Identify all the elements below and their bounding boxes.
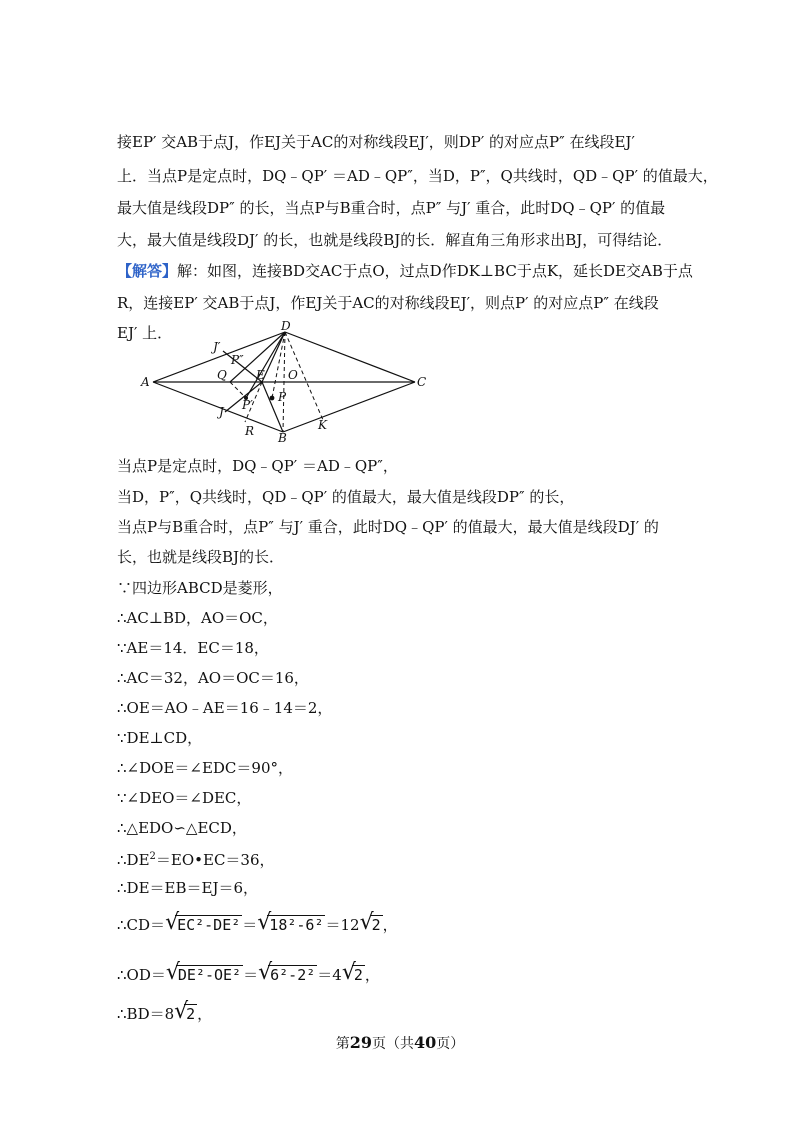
paragraph-line: 接EP′ 交AB于点J，作EJ关于AC的对称线段EJ′，则DP′ 的对应点P″ 在线段EJ′ bbox=[117, 133, 635, 151]
paragraph-line: 大，最大值是线段DJ′ 的长，也就是线段BJ的长．解直角三角形求出BJ，可得结论． bbox=[117, 231, 673, 249]
paragraph-line: R，连接EP′ 交AB于点J，作EJ关于AC的对称线段EJ′，则点P′ 的对应点P″ 在线段 bbox=[117, 294, 659, 312]
step-line: ∴∠DOE＝∠EDC＝90°， bbox=[117, 759, 293, 777]
paragraph-line: 上．当点P是定点时，DQ﹣QP′ ＝AD﹣QP″，当D，P″，Q共线时，QD﹣QP′ 的值最大， bbox=[117, 167, 718, 185]
step-line: $\therefore DE^2=EO•EC=36$， bbox=[117, 851, 275, 869]
label-j: J bbox=[219, 405, 224, 419]
step-line: 当点P与B重合时，点P″ 与J′ 重合，此时DQ﹣QP′ 的值最大，最大值是线段DJ′ 的 bbox=[117, 518, 659, 536]
page-footer: 第29页（共40页） bbox=[335, 1033, 465, 1052]
label-q: Q bbox=[217, 368, 227, 382]
point-p bbox=[270, 396, 275, 401]
paragraph-line: EJ′ 上． bbox=[117, 324, 173, 342]
label-p-prime: P′ bbox=[242, 398, 253, 412]
step-line: 长，也就是线段BJ的长． bbox=[117, 548, 285, 566]
label-p: P bbox=[278, 390, 287, 404]
page-number: 29 bbox=[349, 1033, 372, 1052]
step-line-cd: ∴CD＝ √ EC²-DE² ＝ √ 18²-6² ＝12 √ 2 ， bbox=[117, 910, 398, 935]
step-line: ∵四边形ABCD是菱形， bbox=[117, 579, 283, 597]
radical: √ EC²-DE² bbox=[165, 910, 241, 935]
label-c: C bbox=[417, 375, 427, 389]
label-o: O bbox=[288, 368, 298, 382]
label-b: B bbox=[278, 431, 287, 445]
rhombus-figure bbox=[135, 318, 435, 448]
step-line: ∴AC＝32，AO＝OC＝16， bbox=[117, 669, 309, 687]
step-line-od: ∴OD＝ √ DE²-OE² ＝ √ 6²-2² ＝4 √ 2 ， bbox=[117, 960, 380, 985]
radical: √ 2 bbox=[341, 960, 363, 985]
label-j-prime: J′ bbox=[213, 340, 221, 354]
step-line: ∵∠DEO＝∠DEC， bbox=[117, 789, 252, 807]
step-line: ∴△EDO∽△ECD， bbox=[117, 819, 247, 837]
label-a: A bbox=[141, 375, 150, 389]
step-line-bd: ∴BD＝8 √ 2 ， bbox=[117, 999, 213, 1024]
label-e: E bbox=[256, 368, 265, 382]
radical: √ 2 bbox=[359, 910, 381, 935]
answer-line bbox=[117, 260, 697, 282]
radical: √ DE²-OE² bbox=[165, 960, 242, 985]
step-line: ∵DE⊥CD， bbox=[117, 729, 203, 747]
label-k: K bbox=[318, 418, 327, 432]
radical: √ 6²-2² bbox=[258, 960, 316, 985]
step-line: 当点P是定点时，DQ﹣QP′ ＝AD﹣QP″， bbox=[117, 457, 398, 475]
label-p-double-prime: P″ bbox=[231, 353, 244, 367]
step-line: ∵AE＝14．EC＝18， bbox=[117, 639, 269, 657]
paragraph-line: 最大值是线段DP″ 的长，当点P与B重合时，点P″ 与J′ 重合，此时DQ﹣QP′ 的值最 bbox=[117, 199, 666, 217]
label-r: R bbox=[245, 424, 255, 438]
step-line: ∴DE＝EB＝EJ＝6， bbox=[117, 879, 258, 897]
label-d: D bbox=[281, 319, 291, 333]
step-line: ∴AC⊥BD，AO＝OC， bbox=[117, 609, 278, 627]
radical: √ 2 bbox=[174, 999, 196, 1024]
answer-text: 解：如图，连接BD交AC于点O，过点D作DK⊥BC于点K，延长DE交AB于点 bbox=[177, 262, 693, 280]
radical: √ 18²-6² bbox=[257, 910, 324, 935]
step-line: 当D，P″，Q共线时，QD﹣QP′ 的值最大，最大值是线段DP″ 的长， bbox=[117, 488, 575, 506]
total-pages: 40 bbox=[414, 1033, 437, 1052]
step-line: ∴OE＝AO﹣AE＝16﹣14＝2， bbox=[117, 699, 333, 717]
answer-tag: 【解答】 bbox=[117, 262, 178, 280]
